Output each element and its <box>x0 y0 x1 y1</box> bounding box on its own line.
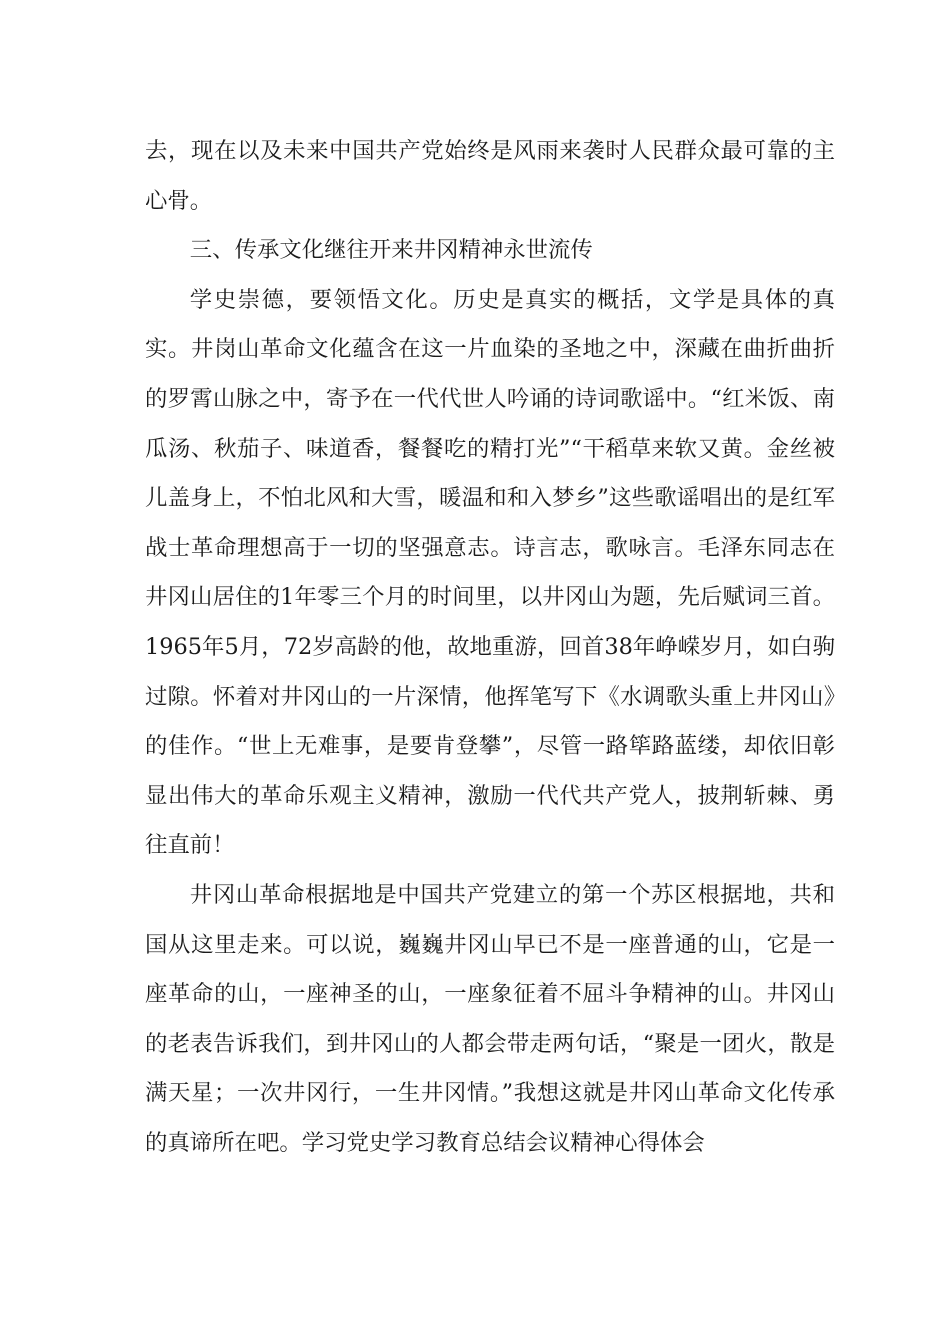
section-heading: 三、传承文化继往开来井冈精神永世流传 <box>189 237 593 264</box>
document-body <box>145 127 835 1168</box>
paragraph-base-area: 井冈山革命根据地是中国共产党建立的第一个苏区根据地，共和国从这里走来。可以说，巍巍井冈山早已不是一座普通的山，它是一座革命的山，一座神圣的山，一座象征着不屈斗争精神的山。井冈山的老表告诉我们，到井冈山的人都会带走两句话，“聚是一团火，散是满天星；一次井冈行，一生井冈情。”我想这就是井冈山革命文化传承的真谛所在吧。学习党史学习教育总结会议精神心得体会 <box>145 881 835 1156</box>
paragraph-culture: 学史崇德，要领悟文化。历史是真实的概括，文学是具体的真实。井岗山革命文化蕴含在这一片血染的圣地之中，深藏在曲折曲折的罗霄山脉之中，寄予在一代代世人吟诵的诗词歌谣中。“红米饭、南瓜汤、秋茄子、味道香，餐餐吃的精打光”“干稻草来软又黄。金丝被儿盖身上，不怕北风和大雪，暖温和和入梦乡”这些歌谣唱出的是红军战士革命理想高于一切的坚强意志。诗言志，歌咏言。毛泽东同志在井冈山居住的1年零三个月的时间里，以井冈山为题，先后赋词三首。1965年5月，72岁高龄的他，故地重游，回首38年峥嵘岁月，如白驹过隙。怀着对井冈山的一片深情，他挥笔写下《水调歌头重上井冈山》的佳作。“世上无难事，是要肯登攀”，尽管一路筚路蓝缕，却依旧彰显出伟大的革命乐观主义精神，激励一代代共产党人，披荆斩棘、勇往直前！ <box>145 286 835 859</box>
paragraph-continuation: 去，现在以及未来中国共产党始终是风雨来袭时人民群众最可靠的主心骨。 <box>145 138 835 214</box>
